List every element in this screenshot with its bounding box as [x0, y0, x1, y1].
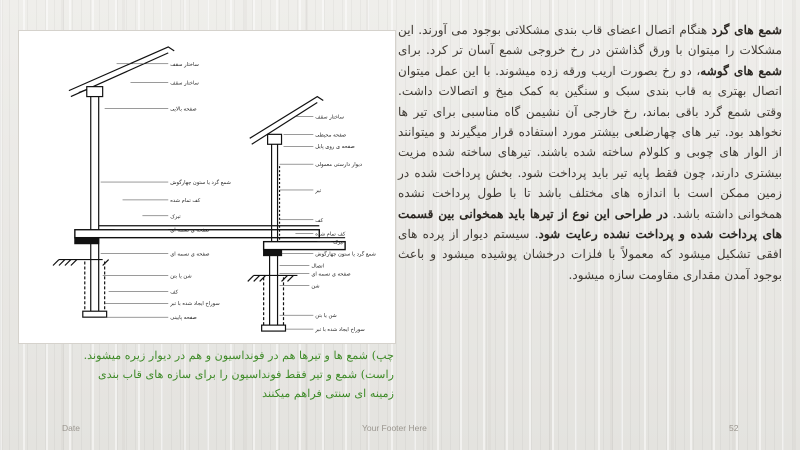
figure-caption: [20, 346, 394, 403]
label-right-grade: شن یا بتن: [315, 313, 337, 320]
paragraph-part-1: هنگام اتصال اعضای قاب بندی مشکلاتی بوجود می آورند. این مشکلات را میتوان با ورق گذاشتن در رخ خروجی شمع آسان تر کرد. برای: [398, 23, 782, 58]
label-left-footing-plate: صفحه پایینی: [170, 315, 197, 322]
label-right-anchor: اتصال: [311, 263, 325, 270]
label-right-joist: تیرک: [333, 239, 344, 246]
label-right-pole: شمع گرد یا ستون چهارگوش: [315, 251, 376, 258]
caption-line-2: راست) شمع و تیر فقط فونداسیون را برای سازه های قاب بندی: [98, 368, 394, 381]
label-right-beam: تیر: [315, 187, 322, 194]
left-top-plate: [87, 87, 103, 97]
term-corner-piles: شمع های گوشه: [700, 63, 782, 78]
left-leaders: [101, 64, 169, 317]
label-right-floor: کف: [315, 217, 324, 224]
paragraph-part-3: . سیستم دیوار از پرده های افقی تشکیل میشود که معمولاً با فلزات درخشان پوشیده میشود و باعث بوجود آمدن مقداری مقاومت سازه میشود.: [398, 227, 782, 282]
diagram-svg: [19, 31, 395, 343]
right-labels: [311, 114, 376, 333]
label-right-sill: صفحه ی تسمه ای: [311, 271, 351, 278]
left-sill-block: [75, 238, 99, 244]
label-left-roof-cover: ساختار سقف: [170, 61, 199, 68]
right-roof-underside: [252, 103, 318, 145]
label-right-roof: ساختار سقف: [315, 114, 344, 121]
left-labels: [169, 62, 231, 321]
label-left-floor-beam: صفحه ی تسمه ای: [170, 251, 210, 258]
label-left-sill: صفحه ی تسمه ای: [170, 227, 210, 234]
right-sill-block: [264, 250, 282, 256]
right-top-plate: [268, 134, 282, 144]
paragraph-part-2: ، دو رخ بصورت اریب ورقه زده میشوند. با این عمل میتوان اتصال بهتری به قاب بندی سبک و سنگین به کمک میخ و اتصالات داشت. وقتی شمع گرد باقی بماند، رخ خارجی آن نشیمن گاه مناسبی برای تیر ها نخواهد بود. تیر های چهارضلعی بیشتر مورد استفاده قرار میگیرند و میتوانند از الوار های چوبی و کلولام ساخته شده باشند. تیرهای ساخته شده مزیت بیشتری دارند، چون فقط پایه تیر باید پرداخت شود. بخش پرداخت شده در زمین ممکن است با اندازه های مختلف باشد تا با طول پرداخت نشده همخوانی داشته باشد.: [398, 63, 782, 221]
label-left-pole: شمع گرد یا ستون چهارگوش: [170, 180, 231, 187]
label-right-gravel: شن: [311, 283, 320, 290]
design-note: در طراحی این نوع از تیرها باید همخوانی بین قسمت های پرداخت شده و پرداخت نشده رعایت شود: [398, 206, 782, 242]
label-left-girder: تیرک: [170, 213, 181, 220]
label-left-roof-slope: ساختار سقف: [170, 80, 199, 87]
label-right-rafter-plate: صفحه محیطی: [315, 132, 347, 139]
label-right-hole: سوراخ ایجاد شده با تبر: [315, 327, 365, 334]
label-right-top-plate: صفحه ی روی پایل: [315, 144, 355, 151]
left-footing-plate: [83, 311, 107, 317]
label-left-splash: کف تمام شده: [170, 197, 201, 204]
label-right-wall: دیوار دارستی معمولی: [315, 162, 363, 169]
right-roof-line: [250, 97, 324, 139]
page-number: 52: [729, 423, 739, 433]
right-footing-plate: [262, 325, 286, 331]
term-round-piles: شمع های گرد: [711, 23, 782, 37]
label-right-finished-floor: کف تمام شده: [315, 231, 346, 238]
main-paragraph: [398, 20, 782, 285]
pole-construction-diagram: [18, 30, 396, 344]
label-left-base: کف: [170, 289, 179, 296]
label-left-grade: شن یا بتن: [170, 273, 192, 280]
label-left-footing-hole: سوراخ ایجاد شده با تبر: [170, 301, 220, 308]
label-left-top-plate: صفحه بالایی: [170, 106, 197, 113]
caption-line-3: زمینه ای سنتی فراهم میکنند: [262, 387, 394, 400]
footer-text: Your Footer Here: [362, 423, 427, 433]
caption-line-1: چپ) شمع ها و تیرها هم در فونداسیون و هم در دیوار زیره میشوند.: [83, 349, 394, 362]
footer-date: Date: [62, 423, 80, 433]
left-roof-line: [69, 47, 174, 91]
